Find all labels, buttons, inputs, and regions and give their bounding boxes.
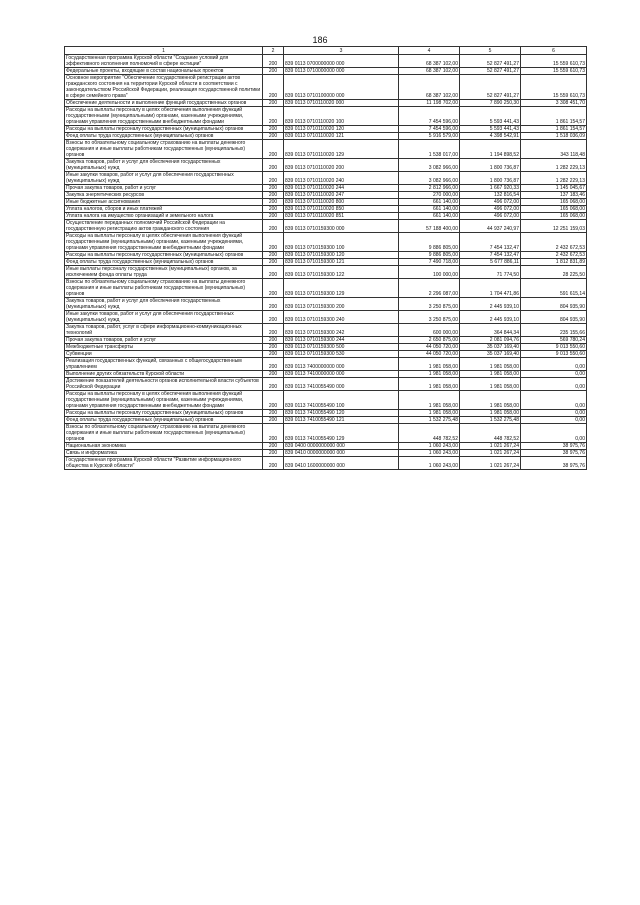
row-approved-amount: 9 886 805,00 <box>399 233 460 252</box>
row-approved-amount: 68 387 102,00 <box>399 55 460 68</box>
row-unexecuted-amount: 12 251 159,03 <box>521 220 587 233</box>
row-line-code: 200 <box>263 378 284 391</box>
row-budget-code: 839 0113 7410055490 100 <box>284 391 399 410</box>
row-name: Осуществление переданных полномочий Российской Федерации на государственную регистрацию актов гражданского состояния <box>65 220 263 233</box>
row-name: Взносы по обязательному социальному страхованию на выплаты денежного содержания и иные выплаты работникам государственных (муниципальных) органов <box>65 140 263 159</box>
table-row <box>65 140 587 159</box>
row-unexecuted-amount: 165 068,00 <box>521 213 587 220</box>
table-row <box>65 55 587 68</box>
row-unexecuted-amount: 0,00 <box>521 371 587 378</box>
row-approved-amount: 448 782,52 <box>399 424 460 443</box>
row-name: Фонд оплаты труда государственных (муниципальных) органов <box>65 133 263 140</box>
column-header: 3 <box>284 47 399 55</box>
row-name: Расходы на выплаты персоналу государственных (муниципальных) органов <box>65 126 263 133</box>
row-unexecuted-amount: 3 308 451,70 <box>521 100 587 107</box>
table-row <box>65 371 587 378</box>
row-budget-code: 839 0113 0710159300 129 <box>284 279 399 298</box>
row-budget-code: 839 0113 0710159300 240 <box>284 311 399 324</box>
row-name: Иные бюджетные ассигнования <box>65 199 263 206</box>
column-header: 5 <box>460 47 521 55</box>
row-name: Прочая закупка товаров, работ и услуг <box>65 337 263 344</box>
table-row <box>65 298 587 311</box>
row-name: Фонд оплаты труда государственных (муниципальных) органов <box>65 417 263 424</box>
row-unexecuted-amount: 2 432 672,53 <box>521 252 587 259</box>
row-unexecuted-amount: 38 975,76 <box>521 443 587 450</box>
row-approved-amount: 1 538 017,00 <box>399 140 460 159</box>
row-name: Расходы на выплаты персоналу в целях обеспечения выполнения функций государственными (муниципальными) органами, казенными учреждениями, органами управления государственными внебюджетными фондами <box>65 107 263 126</box>
row-line-code: 200 <box>263 75 284 100</box>
row-executed-amount: 1 704 471,86 <box>460 279 521 298</box>
row-line-code: 200 <box>263 55 284 68</box>
row-unexecuted-amount: 1 282 229,13 <box>521 159 587 172</box>
table-row <box>65 107 587 126</box>
row-unexecuted-amount: 137 183,46 <box>521 192 587 199</box>
row-name: Закупка товаров, работ и услуг для обеспечения государственных (муниципальных) нужд <box>65 298 263 311</box>
row-approved-amount: 11 198 702,00 <box>399 100 460 107</box>
row-name: Выполнение других обязательств Курской области <box>65 371 263 378</box>
row-executed-amount: 2 081 094,76 <box>460 337 521 344</box>
row-line-code: 200 <box>263 344 284 351</box>
row-unexecuted-amount: 15 559 610,73 <box>521 68 587 75</box>
row-line-code: 200 <box>263 443 284 450</box>
row-name: Уплата налогов, сборов и иных платежей <box>65 206 263 213</box>
row-budget-code: 839 0113 7410055490 121 <box>284 417 399 424</box>
row-executed-amount: 496 072,00 <box>460 199 521 206</box>
table-row <box>65 450 587 457</box>
row-name: Федеральные проекты, входящие в состав национальных проектов <box>65 68 263 75</box>
row-line-code: 200 <box>263 424 284 443</box>
row-unexecuted-amount: 15 559 610,73 <box>521 55 587 68</box>
row-unexecuted-amount: 804 935,90 <box>521 311 587 324</box>
table-row <box>65 378 587 391</box>
row-unexecuted-amount: 2 432 672,53 <box>521 233 587 252</box>
row-executed-amount: 1 981 058,00 <box>460 410 521 417</box>
row-executed-amount: 132 816,54 <box>460 192 521 199</box>
row-name: Основное мероприятие "Обеспечение государственной регистрации актов гражданского состояния на территории Курской области в соответствии с законодательством Российской Федерации, реализация государственной политики в сфере семейного права" <box>65 75 263 100</box>
table-row <box>65 213 587 220</box>
row-budget-code: 839 0113 0710159300 122 <box>284 266 399 279</box>
row-line-code: 200 <box>263 233 284 252</box>
row-unexecuted-amount: 9 013 550,60 <box>521 351 587 358</box>
row-unexecuted-amount: 15 559 610,73 <box>521 75 587 100</box>
row-budget-code: 839 0410 0000000000 000 <box>284 450 399 457</box>
row-approved-amount: 661 140,00 <box>399 199 460 206</box>
table-row <box>65 133 587 140</box>
row-budget-code: 839 0113 0710110020 800 <box>284 199 399 206</box>
row-unexecuted-amount: 343 118,48 <box>521 140 587 159</box>
row-name: Иные закупки товаров, работ и услуг для обеспечения государственных (муниципальных) нужд <box>65 311 263 324</box>
row-executed-amount: 5 677 886,11 <box>460 259 521 266</box>
row-unexecuted-amount: 0,00 <box>521 424 587 443</box>
table-row <box>65 259 587 266</box>
column-header: 1 <box>65 47 263 55</box>
row-approved-amount: 7 454 596,00 <box>399 126 460 133</box>
row-name: Межбюджетные трансферты <box>65 344 263 351</box>
table-row <box>65 159 587 172</box>
row-budget-code: 839 0113 0710159300 120 <box>284 252 399 259</box>
row-line-code: 200 <box>263 358 284 371</box>
row-executed-amount: 1 194 898,52 <box>460 140 521 159</box>
row-name: Расходы на выплаты персоналу государственных (муниципальных) органов <box>65 410 263 417</box>
row-approved-amount: 2 296 087,00 <box>399 279 460 298</box>
row-line-code: 200 <box>263 311 284 324</box>
row-unexecuted-amount: 1 282 229,13 <box>521 172 587 185</box>
row-line-code: 200 <box>263 107 284 126</box>
row-name: Реализация государственных функций, связанных с общегосударственным управлением <box>65 358 263 371</box>
row-unexecuted-amount: 165 068,00 <box>521 206 587 213</box>
row-approved-amount: 1 532 275,48 <box>399 417 460 424</box>
row-approved-amount: 1 060 243,00 <box>399 443 460 450</box>
row-executed-amount: 44 937 240,97 <box>460 220 521 233</box>
row-unexecuted-amount: 28 225,50 <box>521 266 587 279</box>
row-executed-amount: 2 445 939,10 <box>460 298 521 311</box>
row-budget-code: 839 0113 7410055490 000 <box>284 378 399 391</box>
row-approved-amount: 68 387 102,00 <box>399 75 460 100</box>
table-row <box>65 457 587 470</box>
row-approved-amount: 3 082 966,00 <box>399 159 460 172</box>
row-name: Фонд оплаты труда государственных (муниципальных) органов <box>65 259 263 266</box>
row-unexecuted-amount: 0,00 <box>521 417 587 424</box>
row-executed-amount: 52 827 491,27 <box>460 55 521 68</box>
row-approved-amount: 3 250 875,00 <box>399 298 460 311</box>
row-budget-code: 839 0113 0710110020 120 <box>284 126 399 133</box>
row-line-code: 200 <box>263 450 284 457</box>
row-approved-amount: 661 140,00 <box>399 213 460 220</box>
row-name: Расходы на выплаты персоналу в целях обеспечения выполнения функций государственными (муниципальными) органами, казенными учреждениями, органами управления государственными внебюджетными фондами <box>65 233 263 252</box>
row-name: Иные закупки товаров, работ и услуг для обеспечения государственных (муниципальных) нужд <box>65 172 263 185</box>
row-unexecuted-amount: 235 155,66 <box>521 324 587 337</box>
row-executed-amount: 7 454 132,47 <box>460 252 521 259</box>
row-unexecuted-amount: 804 935,90 <box>521 298 587 311</box>
row-budget-code: 839 0113 0710110020 244 <box>284 185 399 192</box>
table-row <box>65 220 587 233</box>
budget-execution-table <box>64 46 587 470</box>
row-approved-amount: 5 916 579,00 <box>399 133 460 140</box>
row-budget-code: 839 0113 0710159300 121 <box>284 259 399 266</box>
row-executed-amount: 1 981 058,00 <box>460 371 521 378</box>
row-budget-code: 839 0113 0700000000 000 <box>284 55 399 68</box>
table-row <box>65 324 587 337</box>
row-budget-code: 839 0113 7410055490 129 <box>284 424 399 443</box>
row-executed-amount: 448 782,52 <box>460 424 521 443</box>
row-name: Связь и информатика <box>65 450 263 457</box>
row-executed-amount: 2 445 939,10 <box>460 311 521 324</box>
row-executed-amount: 1 800 736,87 <box>460 159 521 172</box>
row-line-code: 200 <box>263 337 284 344</box>
table-row <box>65 199 587 206</box>
table-row <box>65 192 587 199</box>
row-budget-code: 839 0113 7410055490 120 <box>284 410 399 417</box>
row-executed-amount: 71 774,50 <box>460 266 521 279</box>
row-unexecuted-amount: 1 145 045,67 <box>521 185 587 192</box>
table-row <box>65 351 587 358</box>
row-unexecuted-amount: 0,00 <box>521 378 587 391</box>
row-approved-amount: 270 000,00 <box>399 192 460 199</box>
row-approved-amount: 600 000,00 <box>399 324 460 337</box>
table-row <box>65 417 587 424</box>
table-row <box>65 185 587 192</box>
row-name: Закупка товаров, работ, услуг в сфере информационно-коммуникационных технологий <box>65 324 263 337</box>
table-row <box>65 337 587 344</box>
table-body <box>65 55 587 470</box>
row-line-code: 200 <box>263 159 284 172</box>
table-row <box>65 100 587 107</box>
row-name: Расходы на выплаты персоналу государственных (муниципальных) органов <box>65 252 263 259</box>
row-budget-code: 839 0113 7410000000 000 <box>284 371 399 378</box>
row-line-code: 200 <box>263 206 284 213</box>
row-approved-amount: 7 490 718,00 <box>399 259 460 266</box>
row-unexecuted-amount: 1 518 036,09 <box>521 133 587 140</box>
row-unexecuted-amount: 0,00 <box>521 358 587 371</box>
row-line-code: 200 <box>263 220 284 233</box>
row-approved-amount: 1 981 058,00 <box>399 371 460 378</box>
row-unexecuted-amount: 1 861 154,57 <box>521 126 587 133</box>
row-approved-amount: 7 454 596,00 <box>399 107 460 126</box>
row-line-code: 200 <box>263 140 284 159</box>
table-row <box>65 311 587 324</box>
row-line-code: 200 <box>263 371 284 378</box>
row-approved-amount: 1 060 243,00 <box>399 450 460 457</box>
row-line-code: 200 <box>263 298 284 311</box>
row-name: Взносы по обязательному социальному страхованию на выплаты денежного содержания и иные выплаты работникам государственных (муниципальных) органов <box>65 424 263 443</box>
column-header: 2 <box>263 47 284 55</box>
row-executed-amount: 1 021 267,24 <box>460 443 521 450</box>
table-row <box>65 424 587 443</box>
row-budget-code: 839 0410 1600000000 000 <box>284 457 399 470</box>
row-budget-code: 839 0400 0000000000 000 <box>284 443 399 450</box>
row-executed-amount: 1 981 058,00 <box>460 358 521 371</box>
row-budget-code: 839 0113 0710110020 240 <box>284 172 399 185</box>
row-name: Государственная программа Курской области "Создание условий для эффективного исполнения полномочий в сфере юстиции" <box>65 55 263 68</box>
table-row <box>65 391 587 410</box>
row-executed-amount: 7 454 132,47 <box>460 233 521 252</box>
row-unexecuted-amount: 1 812 831,89 <box>521 259 587 266</box>
row-budget-code: 839 0113 7400000000 000 <box>284 358 399 371</box>
row-name: Национальная экономика <box>65 443 263 450</box>
row-approved-amount: 44 050 720,00 <box>399 344 460 351</box>
row-budget-code: 839 0113 0710000000 000 <box>284 68 399 75</box>
row-line-code: 200 <box>263 213 284 220</box>
row-approved-amount: 661 140,00 <box>399 206 460 213</box>
row-approved-amount: 3 250 875,00 <box>399 311 460 324</box>
row-budget-code: 839 0113 0710110020 000 <box>284 100 399 107</box>
row-budget-code: 839 0113 0710159300 500 <box>284 344 399 351</box>
table-row <box>65 75 587 100</box>
row-line-code: 200 <box>263 68 284 75</box>
row-budget-code: 839 0113 0710159300 100 <box>284 233 399 252</box>
row-line-code: 200 <box>263 457 284 470</box>
row-line-code: 200 <box>263 279 284 298</box>
row-line-code: 200 <box>263 199 284 206</box>
row-approved-amount: 100 000,00 <box>399 266 460 279</box>
row-unexecuted-amount: 0,00 <box>521 391 587 410</box>
row-name: Субвенции <box>65 351 263 358</box>
row-name: Прочая закупка товаров, работ и услуг <box>65 185 263 192</box>
table-header-row <box>65 47 587 55</box>
row-name: Уплата налога на имущество организаций и земельного налога <box>65 213 263 220</box>
row-line-code: 200 <box>263 126 284 133</box>
row-approved-amount: 1 981 058,00 <box>399 358 460 371</box>
row-line-code: 200 <box>263 324 284 337</box>
table-row <box>65 233 587 252</box>
row-name: Взносы по обязательному социальному страхованию на выплаты денежного содержания и иные выплаты работникам государственных (муниципальных) органов <box>65 279 263 298</box>
row-approved-amount: 1 981 058,00 <box>399 378 460 391</box>
page-number: 186 <box>312 35 328 45</box>
row-executed-amount: 35 037 169,40 <box>460 344 521 351</box>
row-line-code: 200 <box>263 185 284 192</box>
row-budget-code: 839 0113 0710110020 247 <box>284 192 399 199</box>
row-budget-code: 839 0113 0710159300 200 <box>284 298 399 311</box>
row-unexecuted-amount: 38 975,76 <box>521 450 587 457</box>
row-executed-amount: 1 981 058,00 <box>460 378 521 391</box>
row-line-code: 200 <box>263 259 284 266</box>
column-header: 6 <box>521 47 587 55</box>
row-unexecuted-amount: 9 013 550,60 <box>521 344 587 351</box>
row-executed-amount: 1 021 267,24 <box>460 457 521 470</box>
row-name: Закупка энергетических ресурсов <box>65 192 263 199</box>
table-row <box>65 252 587 259</box>
row-approved-amount: 68 387 102,00 <box>399 68 460 75</box>
row-line-code: 200 <box>263 192 284 199</box>
row-executed-amount: 35 037 169,40 <box>460 351 521 358</box>
row-executed-amount: 1 981 058,00 <box>460 391 521 410</box>
row-executed-amount: 496 072,00 <box>460 206 521 213</box>
row-line-code: 200 <box>263 172 284 185</box>
row-budget-code: 839 0113 0710159300 000 <box>284 220 399 233</box>
row-executed-amount: 5 593 441,43 <box>460 107 521 126</box>
row-approved-amount: 57 188 400,00 <box>399 220 460 233</box>
row-budget-code: 839 0113 0710110020 851 <box>284 213 399 220</box>
row-approved-amount: 3 082 966,00 <box>399 172 460 185</box>
row-executed-amount: 1 800 736,87 <box>460 172 521 185</box>
row-executed-amount: 1 532 275,48 <box>460 417 521 424</box>
row-unexecuted-amount: 1 861 154,57 <box>521 107 587 126</box>
row-name: Закупка товаров, работ и услуг для обеспечения государственных (муниципальных) нужд <box>65 159 263 172</box>
column-header: 4 <box>399 47 460 55</box>
row-budget-code: 839 0113 0710110020 850 <box>284 206 399 213</box>
row-budget-code: 839 0113 0710110020 121 <box>284 133 399 140</box>
row-unexecuted-amount: 38 975,76 <box>521 457 587 470</box>
row-approved-amount: 1 981 058,00 <box>399 410 460 417</box>
row-approved-amount: 2 650 875,00 <box>399 337 460 344</box>
row-line-code: 200 <box>263 133 284 140</box>
table-row <box>65 126 587 133</box>
row-approved-amount: 2 812 966,00 <box>399 185 460 192</box>
row-executed-amount: 5 593 441,43 <box>460 126 521 133</box>
row-budget-code: 839 0113 0710159300 242 <box>284 324 399 337</box>
table-row <box>65 358 587 371</box>
row-line-code: 200 <box>263 100 284 107</box>
table-row <box>65 172 587 185</box>
table-row <box>65 68 587 75</box>
row-line-code: 200 <box>263 410 284 417</box>
table-row <box>65 410 587 417</box>
row-line-code: 200 <box>263 266 284 279</box>
row-name: Государственная программа Курской области "Развитие информационного общества в Курской области" <box>65 457 263 470</box>
row-line-code: 200 <box>263 252 284 259</box>
row-budget-code: 839 0113 0710100000 000 <box>284 75 399 100</box>
row-budget-code: 839 0113 0710110020 129 <box>284 140 399 159</box>
row-budget-code: 839 0113 0710159300 530 <box>284 351 399 358</box>
row-executed-amount: 52 827 491,27 <box>460 68 521 75</box>
row-line-code: 200 <box>263 417 284 424</box>
row-budget-code: 839 0113 0710159300 244 <box>284 337 399 344</box>
row-executed-amount: 4 398 542,91 <box>460 133 521 140</box>
row-name: Расходы на выплаты персоналу в целях обеспечения выполнения функций государственными (муниципальными) органами, казенными учреждениями, органами управления государственными внебюджетными фондами <box>65 391 263 410</box>
table-row <box>65 206 587 213</box>
row-approved-amount: 1 981 058,00 <box>399 391 460 410</box>
row-unexecuted-amount: 591 615,14 <box>521 279 587 298</box>
table-row <box>65 266 587 279</box>
row-budget-code: 839 0113 0710110020 200 <box>284 159 399 172</box>
row-unexecuted-amount: 569 780,24 <box>521 337 587 344</box>
row-approved-amount: 9 886 805,00 <box>399 252 460 259</box>
row-unexecuted-amount: 0,00 <box>521 410 587 417</box>
row-line-code: 200 <box>263 351 284 358</box>
row-name: Иные выплаты персоналу государственных (муниципальных) органов, за исключением фонда оплаты труда <box>65 266 263 279</box>
table-row <box>65 344 587 351</box>
row-name: Достижение показателей деятельности органов исполнительной власти субъектов Российской Федерации <box>65 378 263 391</box>
row-executed-amount: 52 827 491,27 <box>460 75 521 100</box>
row-executed-amount: 7 890 250,30 <box>460 100 521 107</box>
row-budget-code: 839 0113 0710110020 100 <box>284 107 399 126</box>
row-approved-amount: 1 060 243,00 <box>399 457 460 470</box>
table-row <box>65 443 587 450</box>
table-row <box>65 279 587 298</box>
row-name: Обеспечение деятельности и выполнение функций государственных органов <box>65 100 263 107</box>
row-executed-amount: 1 667 920,33 <box>460 185 521 192</box>
row-approved-amount: 44 050 720,00 <box>399 351 460 358</box>
row-executed-amount: 1 021 267,24 <box>460 450 521 457</box>
row-line-code: 200 <box>263 391 284 410</box>
row-executed-amount: 364 844,34 <box>460 324 521 337</box>
row-executed-amount: 496 072,00 <box>460 213 521 220</box>
row-unexecuted-amount: 165 068,00 <box>521 199 587 206</box>
